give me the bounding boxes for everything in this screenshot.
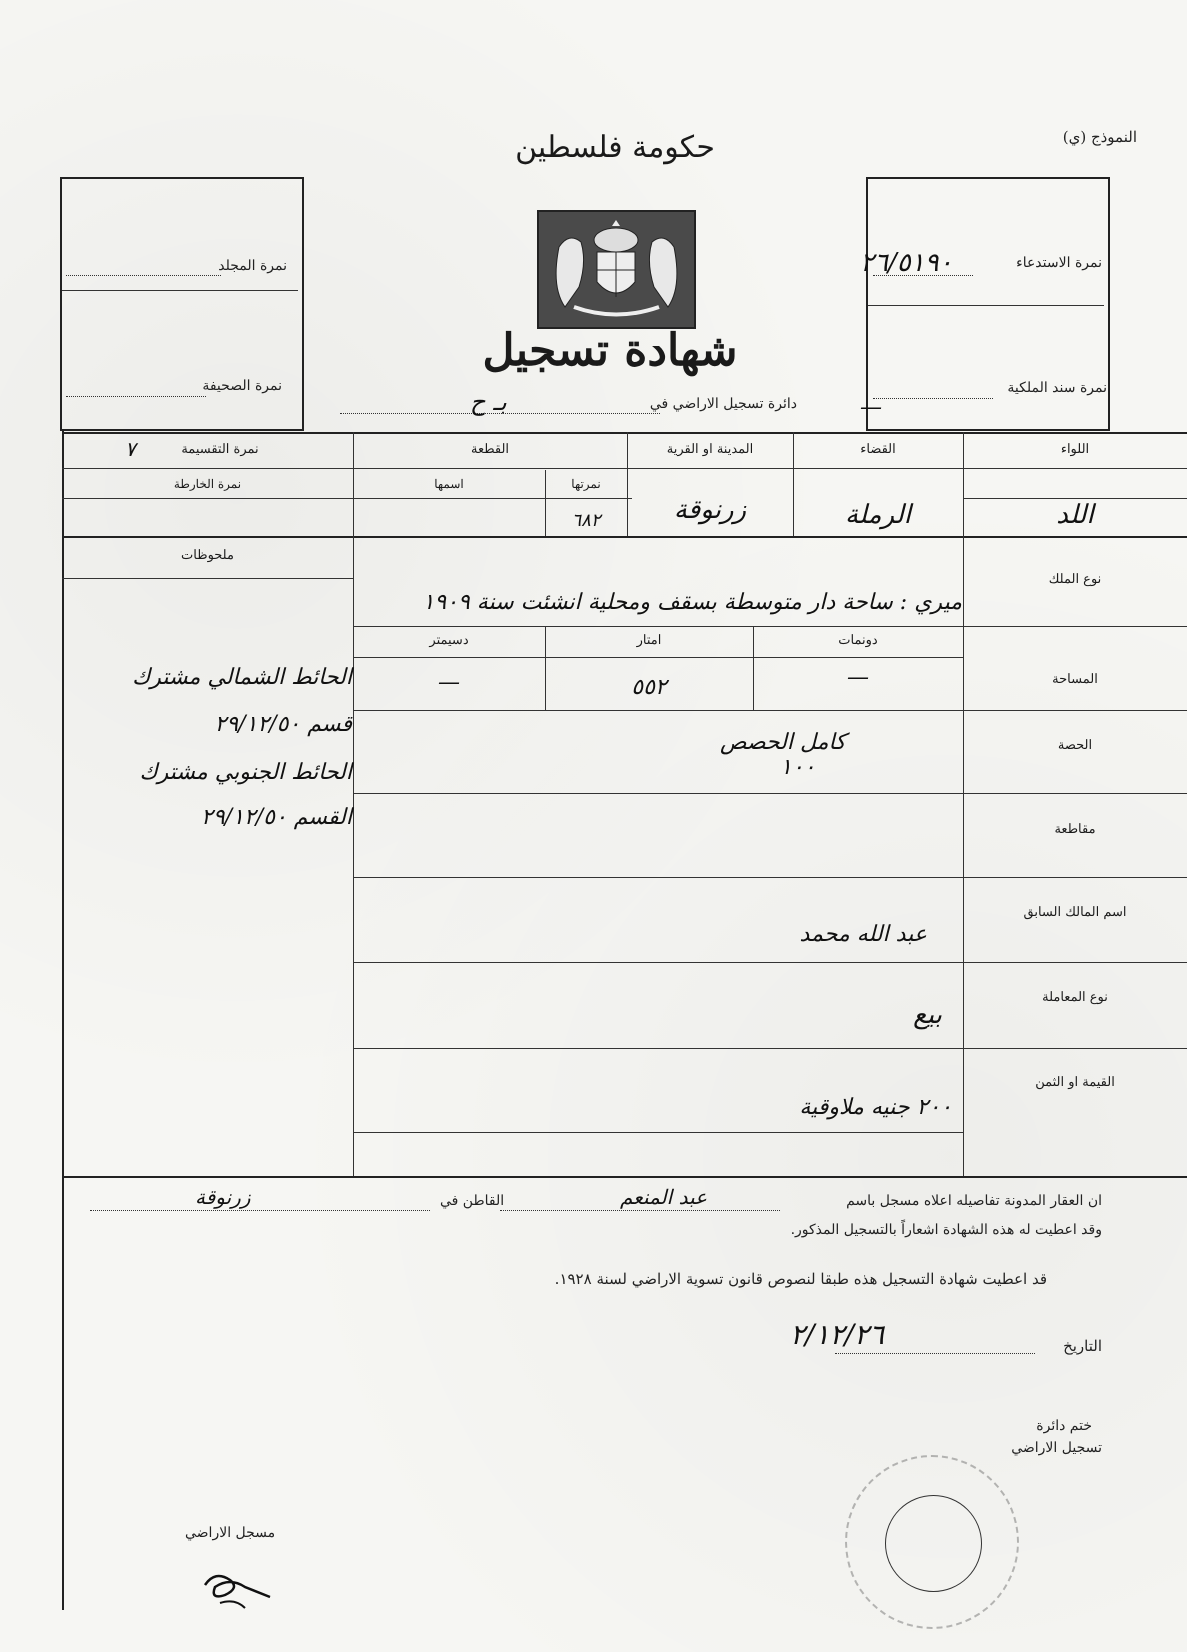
page-number-label: نمرة الصحيفة xyxy=(202,378,282,394)
share-label: الحصة xyxy=(1057,738,1093,753)
parcel-number-subheader: نمرتها xyxy=(571,477,601,491)
parcel-header: القطعة xyxy=(470,442,510,457)
seal-label-line-2: تسجيل الاراضي xyxy=(1011,1440,1102,1456)
registration-statement-prefix: ان العقار المدونة تفاصيله اعلاه مسجل باسم xyxy=(846,1193,1102,1209)
transaction-type-label: نوع المعاملة xyxy=(1042,990,1108,1005)
registry-office-label: دائرة تسجيل الاراضي في xyxy=(649,396,797,412)
dunams-header: دونمات xyxy=(838,633,878,648)
note-line-3: الحائط الجنوبي مشترك xyxy=(139,760,352,785)
registrar-signature-icon xyxy=(200,1565,280,1615)
form-tag: النموذج (ي) xyxy=(1062,128,1137,146)
property-type-label: نوع الملك xyxy=(1048,572,1102,587)
previous-owner-label: اسم المالك السابق xyxy=(1023,905,1127,920)
seal-label-line-1: ختم دائرة xyxy=(1036,1418,1092,1434)
share-value: كامل الحصص xyxy=(720,730,846,755)
date-field xyxy=(835,1353,1035,1354)
share-fraction: ١٠٠ xyxy=(780,755,816,780)
meters-value: ٥٥٢ xyxy=(631,675,667,700)
decimeters-value: — xyxy=(438,670,460,695)
subdistrict-header: القضاء xyxy=(860,442,896,457)
value-price-amount: ٢٠٠ جنيه ملاوقية xyxy=(799,1095,952,1120)
volume-number-label: نمرة المجلد xyxy=(218,258,287,274)
boundaries-label: مقاطعة xyxy=(1054,822,1096,837)
government-title: حكومة فلسطين xyxy=(515,130,715,165)
land-registrar-label: مسجل الاراضي xyxy=(185,1525,276,1541)
transaction-type-value: بيع xyxy=(913,1000,942,1030)
owner-name-field xyxy=(500,1210,780,1211)
certificate-title: شهادة تسجيل xyxy=(482,325,738,376)
subdistrict-value: الرملة xyxy=(845,500,911,530)
title-deed-number-label: نمرة سند الملكية xyxy=(1007,380,1107,396)
dunams-value: — xyxy=(847,665,869,690)
subdivision-number-value: ٧ xyxy=(125,437,136,461)
royal-coat-of-arms-emblem xyxy=(537,210,696,329)
date-value: ٢/١٢/٢٦ xyxy=(790,1318,885,1351)
area-label: المساحة xyxy=(1052,672,1098,687)
title-deed-number-field xyxy=(873,398,993,399)
application-number-value: ٢٦/٥١٩٠ xyxy=(860,248,953,278)
note-line-4: القسم ٢٩/١٢/٥٠ xyxy=(201,805,352,830)
resident-label: القاطن في xyxy=(440,1193,505,1209)
parcel-name-subheader: اسمها xyxy=(434,477,464,491)
resident-value: زرنوقة xyxy=(195,1185,251,1209)
legal-basis-statement: قد اعطيت شهادة التسجيل هذه طبقا لنصوص قانون تسوية الاراضي لسنة ١٩٢٨. xyxy=(554,1270,1047,1288)
property-type-value: ميري : ساحة دار متوسطة بسقف ومحلية انشئت سنة ١٩٠٩ xyxy=(422,590,962,615)
map-number-subheader: نمرة الخارطة xyxy=(173,477,242,491)
date-label: التاريخ xyxy=(1063,1337,1102,1355)
previous-owner-value: عبد الله محمد xyxy=(799,922,927,947)
application-number-label: نمرة الاستدعاء xyxy=(1016,255,1102,271)
resident-field xyxy=(90,1210,430,1211)
title-deed-number-value: — xyxy=(860,395,882,420)
note-line-1: الحائط الشمالي مشترك xyxy=(132,665,352,690)
town-village-header: المدينة او القرية xyxy=(666,442,754,457)
page-number-field xyxy=(66,396,206,397)
registry-office-value: بـ ح xyxy=(470,388,507,416)
volume-number-field xyxy=(66,275,221,276)
notes-header: ملحوظات xyxy=(181,548,234,563)
certificate-issued-statement: وقد اعطيت له هذه الشهادة اشعاراً بالتسجيل المذكور. xyxy=(790,1222,1102,1238)
district-header: اللواء xyxy=(1060,442,1090,457)
town-village-value: زرنوقة xyxy=(673,495,747,525)
meters-header: امتار xyxy=(636,633,662,648)
official-seal-inner xyxy=(885,1495,982,1592)
subdivision-number-header: نمرة التقسيمة xyxy=(181,442,259,457)
district-value: اللد xyxy=(1056,500,1094,530)
note-line-2: قسم ٢٩/١٢/٥٠ xyxy=(214,712,352,737)
parcel-number-value: ٦٨٢ xyxy=(571,510,601,531)
owner-name-value: عبد المنعم xyxy=(620,1185,708,1209)
decimeters-header: دسيمتر xyxy=(429,633,469,648)
value-price-label: القيمة او الثمن xyxy=(1035,1075,1115,1090)
